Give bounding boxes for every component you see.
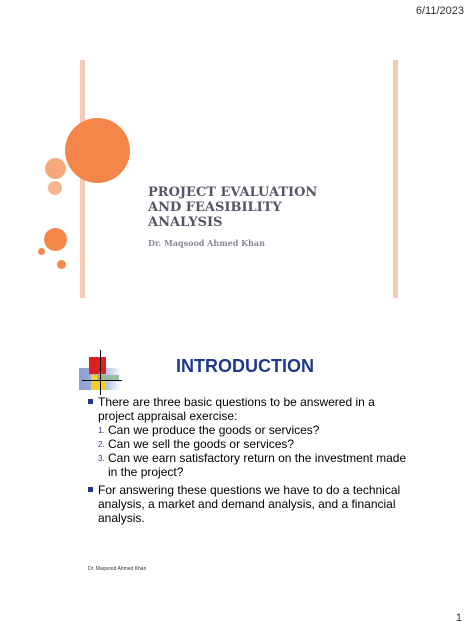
title-slide — [80, 60, 398, 298]
slide-body — [88, 395, 408, 525]
bullet-text: For answering these questions we have to do a technical analysis, a market and demand analysis, and a financial analysis. — [98, 483, 401, 525]
bullet-square-icon — [88, 399, 93, 404]
item-text: Can we produce the goods or services? — [108, 423, 320, 437]
decorative-circle-small — [57, 260, 66, 269]
decorative-circle-small — [38, 248, 45, 255]
bullet-item — [88, 395, 408, 423]
header-date: 6/11/2023 — [415, 5, 464, 17]
decorative-circle-large — [65, 118, 130, 183]
slide-right-bar — [393, 60, 398, 298]
slide-author: Dr. Maqsood Ahmed Khan — [148, 238, 265, 248]
bullet-text: There are three basic questions to be answered in a project appraisal exercise: — [98, 395, 375, 423]
numbered-item — [98, 451, 408, 479]
numbered-item — [98, 423, 408, 437]
item-number: 3. — [98, 454, 105, 463]
bullet-square-icon — [88, 487, 93, 492]
slide-footer: Dr. Maqsood Ahmed Khan — [88, 566, 147, 572]
page-number: 1 — [455, 612, 462, 624]
decorative-circle — [44, 228, 67, 251]
item-number: 2. — [98, 440, 105, 449]
item-text: Can we sell the goods or services? — [108, 437, 295, 451]
bullet-item — [88, 483, 408, 525]
decorative-circle — [48, 181, 62, 195]
section-title: INTRODUCTION — [176, 356, 314, 376]
item-number: 1. — [98, 426, 105, 435]
slide-title: PROJECT EVALUATION AND FEASIBILITY ANALYSIS — [148, 185, 318, 230]
numbered-item — [98, 437, 408, 451]
decorative-horizontal-line — [82, 380, 122, 381]
item-text: Can we earn satisfactory return on the investment made in the project? — [108, 451, 407, 479]
decorative-circle — [45, 158, 66, 179]
